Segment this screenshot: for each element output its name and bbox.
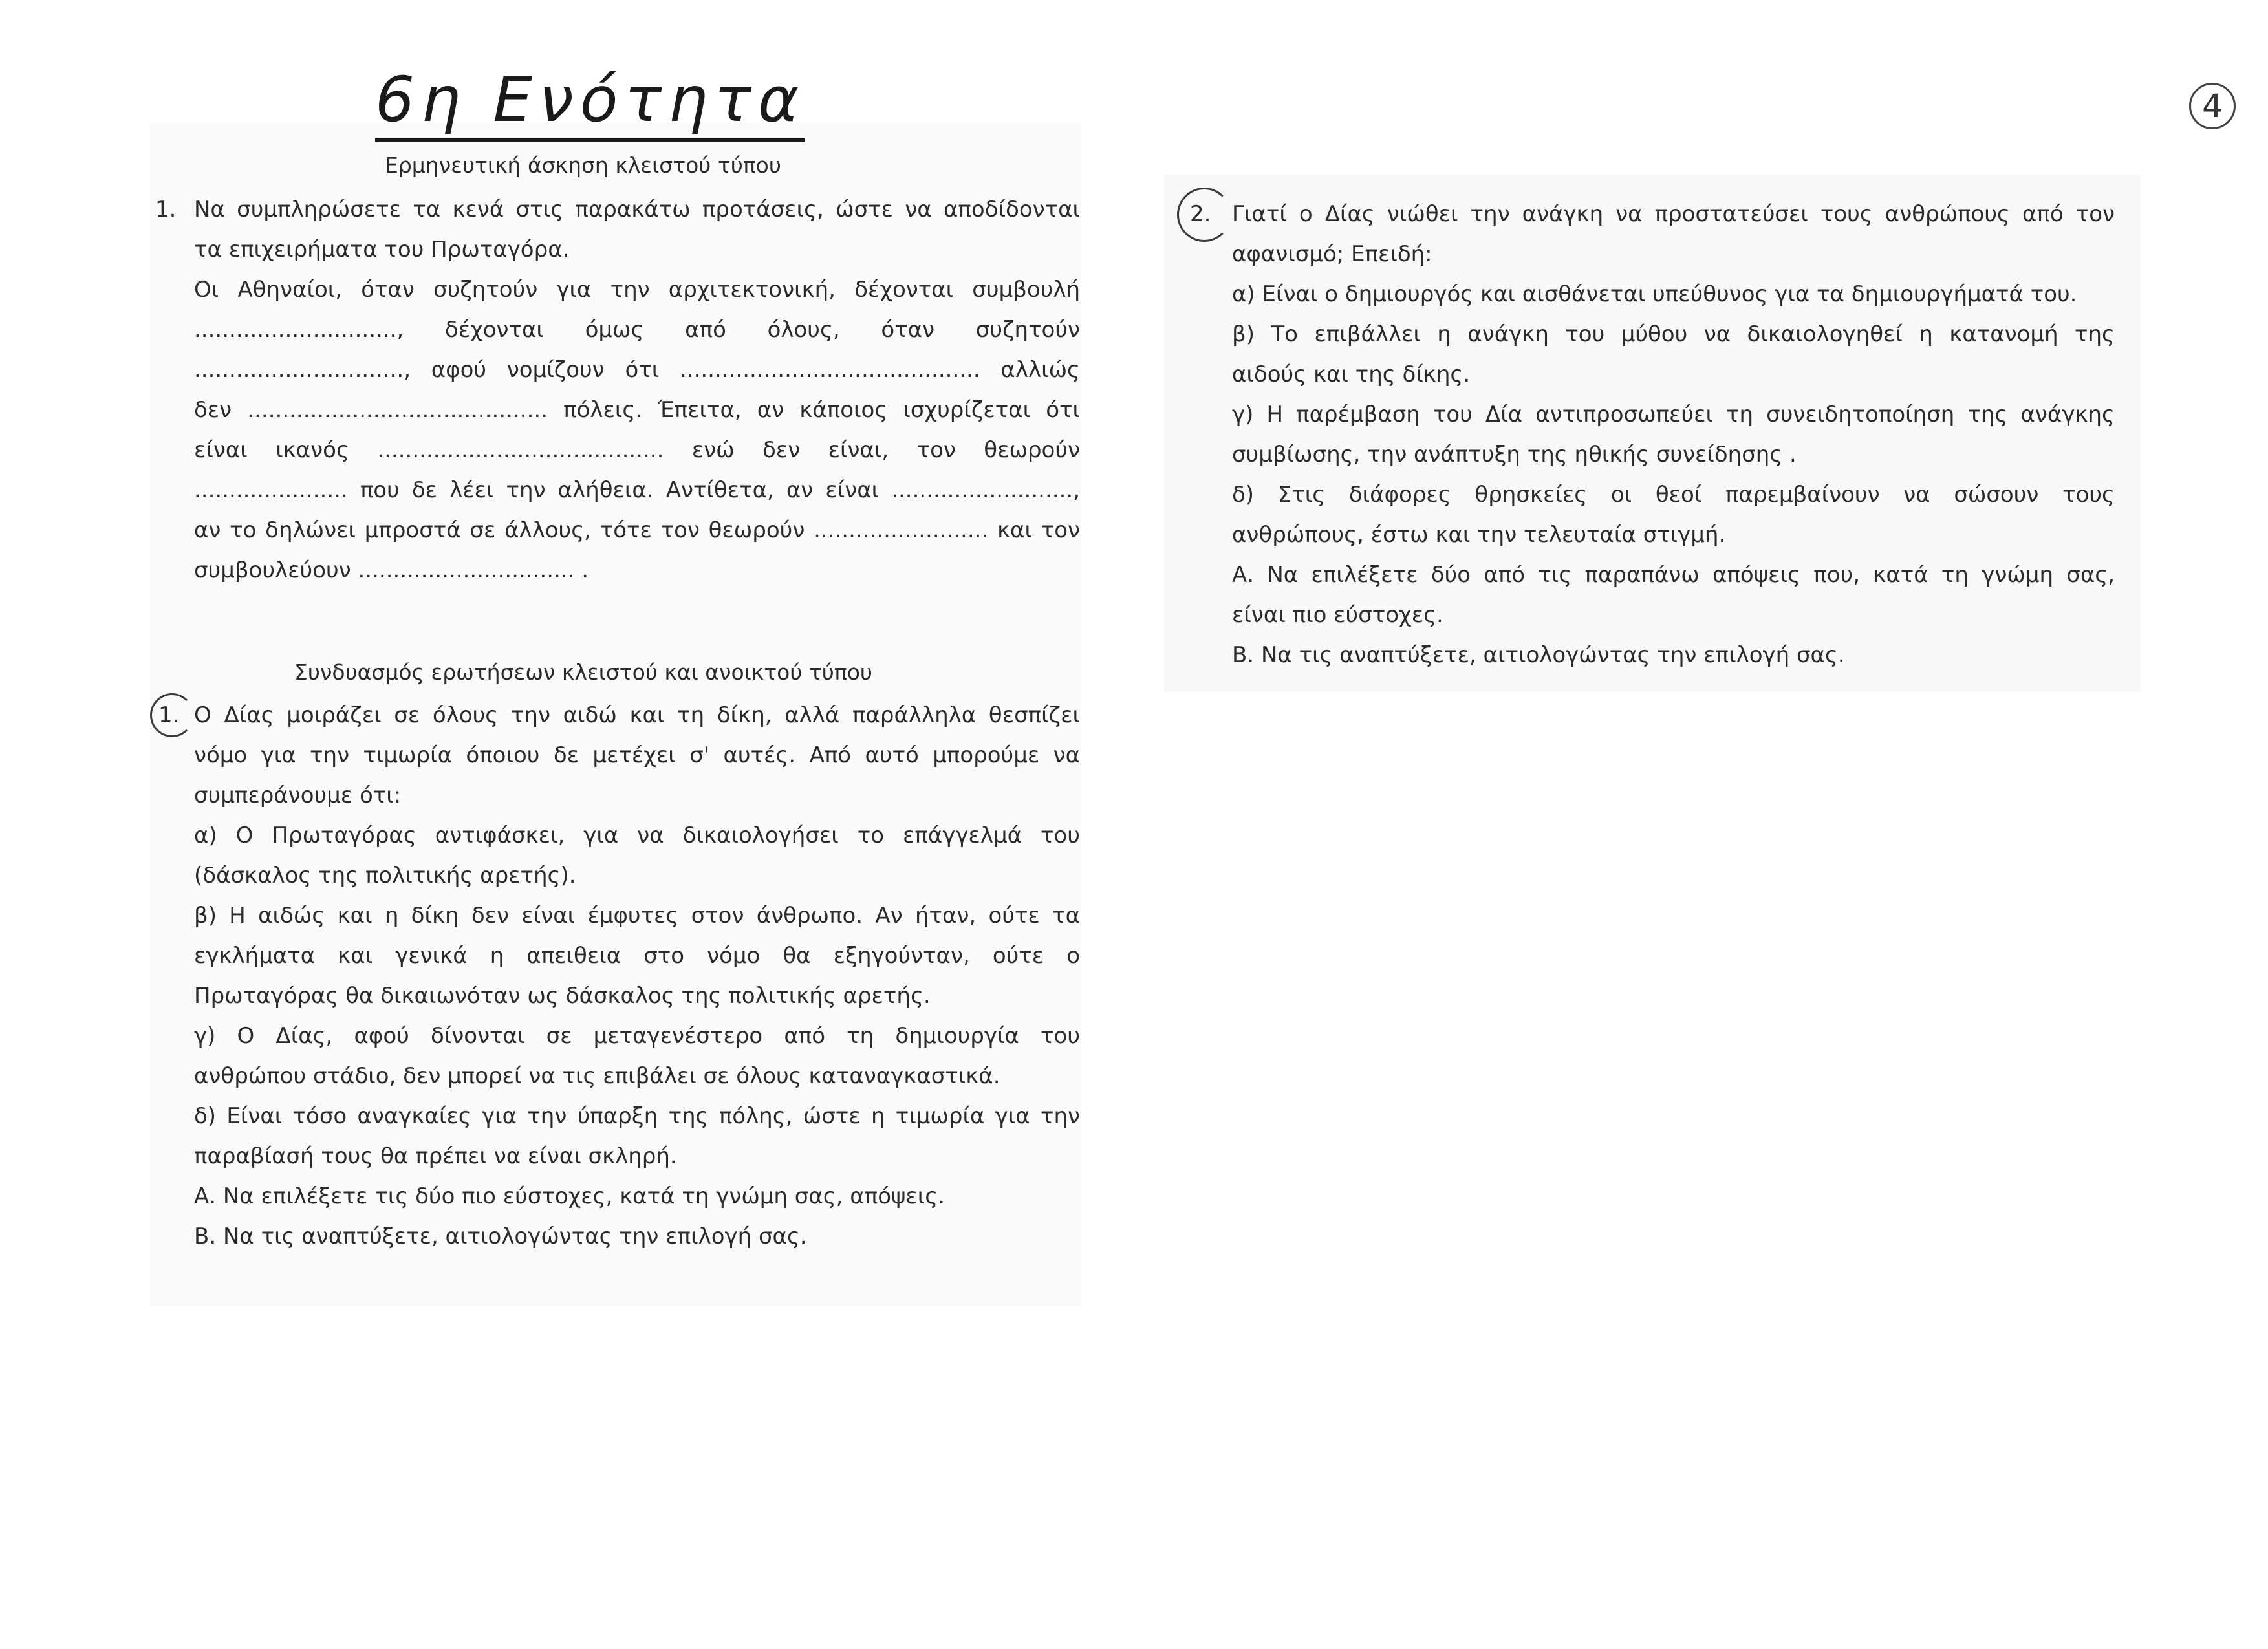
text-line: τα επιχειρήματα του Πρωταγόρα.	[194, 237, 570, 263]
question-number: 1.	[155, 197, 177, 222]
section-title-closed-type: Ερμηνευτική άσκηση κλειστού τύπου	[385, 153, 781, 178]
text-line: Β. Να τις αναπτύξετε, αιτιολογώντας την επιλογή σας.	[1232, 642, 1845, 668]
text-line: Ο Δίας μοιράζει σε όλους την αιδώ και τη δίκη, αλλά παράλληλα θεσπίζει	[194, 702, 1080, 728]
text-line: αν το δηλώνει μπροστά σε άλλους, τότε τον θεωρούν ......................... και τον	[194, 517, 1080, 543]
text-line: ανθρώπου στάδιο, δεν μπορεί να τις επιβάλει σε όλους καταναγκαστικά.	[194, 1063, 1000, 1089]
text-line: Γιατί ο Δίας νιώθει την ανάγκη να προστατεύσει τους ανθρώπους από τον	[1232, 201, 2115, 227]
question-number: 1.	[158, 702, 180, 728]
text-line: γ) Ο Δίας, αφού δίνονται σε μεταγενέστερο από τη δημιουργία του	[194, 1023, 1080, 1049]
text-line: αιδούς και της δίκης.	[1232, 361, 1471, 387]
page-number: 4	[2189, 83, 2236, 129]
text-line: ανθρώπους, έστω και την τελευταία στιγμή.	[1232, 522, 1726, 548]
text-line: Β. Να τις αναπτύξετε, αιτιολογώντας την επιλογή σας.	[194, 1223, 807, 1249]
text-line: αφανισμό; Επειδή:	[1232, 241, 1432, 267]
text-line: Να συμπληρώσετε τα κενά στις παρακάτω προτάσεις, ώστε να αποδίδονται	[194, 197, 1080, 222]
text-line: είναι ικανός ......................................... ενώ δεν είναι, τον θεωρούν	[194, 437, 1080, 463]
text-line: Πρωταγόρας θα δικαιωνόταν ως δάσκαλος της πολιτικής αρετής.	[194, 983, 931, 1009]
text-line: δ) Είναι τόσο αναγκαίες για την ύπαρξη της πόλης, ώστε η τιμωρία για την	[194, 1103, 1080, 1129]
text-line: νόμο για την τιμωρία όποιου δε μετέχει σ' αυτές. Από αυτό μπορούμε να	[194, 742, 1080, 768]
text-line: συμπεράνουμε ότι:	[194, 782, 402, 808]
text-line: δ) Στις διάφορες θρησκείες οι θεοί παρεμβαίνουν να σώσουν τους	[1232, 482, 2115, 508]
text-line: δεν ........................................... πόλεις. Έπειτα, αν κάποιος ισχυρίζεται ότι	[194, 397, 1080, 423]
text-line: α) Είναι ο δημιουργός και αισθάνεται υπεύθυνος για τα δημιουργήματά του.	[1232, 281, 2077, 307]
text-line: ............................., δέχονται όμως από όλους, όταν συζητούν	[194, 317, 1080, 343]
text-line: Α. Να επιλέξετε δύο από τις παραπάνω απόψεις που, κατά τη γνώμη σας,	[1232, 562, 2115, 588]
text-line: γ) Η παρέμβαση του Δία αντιπροσωπεύει τη συνειδητοποίηση της ανάγκης	[1232, 402, 2115, 427]
text-line: εγκλήματα και γενικά η απειθεια στο νόμο θα εξηγούνταν, ούτε ο	[194, 943, 1080, 969]
text-line: Α. Να επιλέξετε τις δύο πιο εύστοχες, κατά τη γνώμη σας, απόψεις.	[194, 1183, 945, 1209]
unit-heading: 6η Ενότητα	[375, 65, 805, 142]
text-line: συμβίωσης, την ανάπτυξη της ηθικής συνείδησης .	[1232, 442, 1797, 468]
text-line: είναι πιο εύστοχες.	[1232, 602, 1443, 628]
text-line: συμβουλεύουν ............................... .	[194, 557, 589, 583]
question-number: 2.	[1190, 201, 1211, 227]
text-line: α) Ο Πρωταγόρας αντιφάσκει, για να δικαιολογήσει το επάγγελμά του	[194, 823, 1080, 848]
text-line: παραβίασή τους θα πρέπει να είναι σκληρή.	[194, 1143, 677, 1169]
text-line: Οι Αθηναίοι, όταν συζητούν για την αρχιτεκτονική, δέχονται συμβουλή	[194, 277, 1080, 303]
text-line: ...................... που δε λέει την αλήθεια. Αντίθετα, αν είναι ..........................,	[194, 477, 1080, 503]
section-title-combined-type: Συνδυασμός ερωτήσεων κλειστού και ανοικτού τύπου	[294, 660, 873, 685]
text-line: β) Το επιβάλλει η ανάγκη του μύθου να δικαιολογηθεί η κατανομή της	[1232, 321, 2115, 347]
text-line: β) Η αιδώς και η δίκη δεν είναι έμφυτες στον άνθρωπο. Αν ήταν, ούτε τα	[194, 903, 1080, 929]
text-line: (δάσκαλος της πολιτικής αρετής).	[194, 863, 576, 889]
text-line: .............................., αφού νομίζουν ότι ........................................... αλλιώς	[194, 357, 1080, 383]
